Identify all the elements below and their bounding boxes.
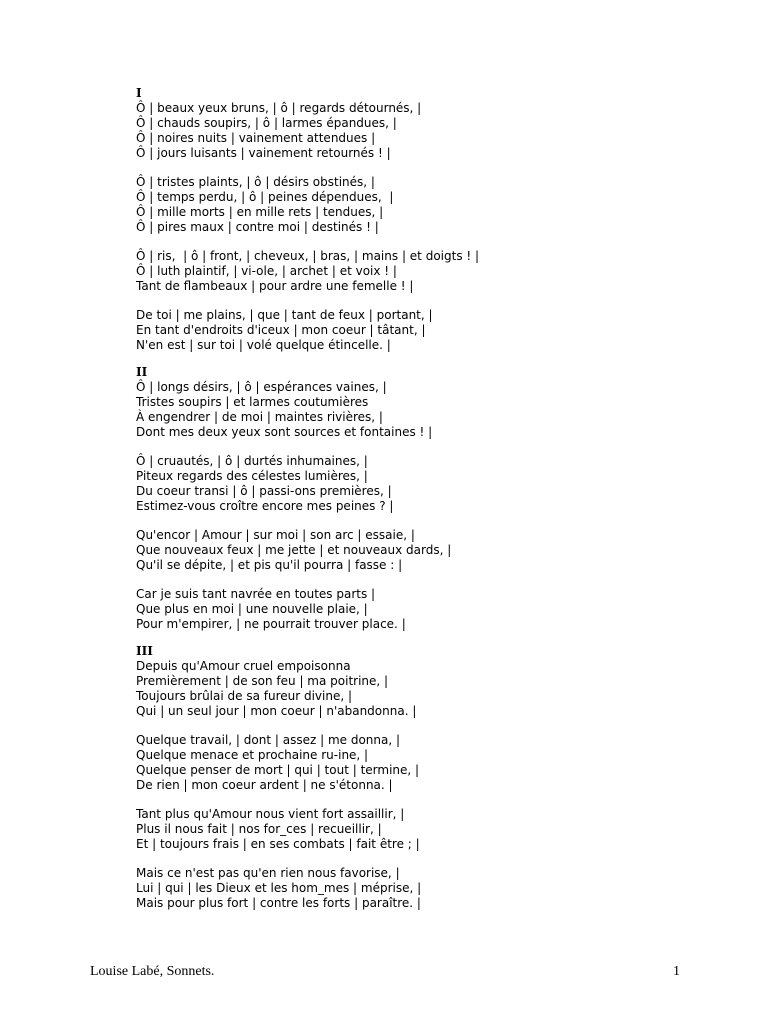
poem-body [136,86,696,923]
verse-line: Que nouveaux feux | me jette | et nouveaux dards, | [136,543,452,557]
verse-line: Ô | jours luisants | vainement retournés ! | [136,146,391,160]
verse-line: À engendrer | de moi | maintes rivières, | [136,410,383,424]
verse-line: Ô | chauds soupirs, | ô | larmes épandues, | [136,116,397,130]
verse-line: Quelque travail, | dont | assez | me donna, | [136,733,401,747]
verse-line: Mais ce n'est pas qu'en rien nous favorise, | [136,866,400,880]
stanza [136,587,696,632]
verse-line: Dont mes deux yeux sont sources et fontaines ! | [136,425,433,439]
verse-line: Que plus en moi | une nouvelle plaie, | [136,602,368,616]
verse-line: N'en est | sur toi | volé quelque étincelle. | [136,338,391,352]
verse-line: Ô | pires maux | contre moi | destinés ! | [136,220,379,234]
verse-line: Piteux regards des célestes lumières, | [136,469,368,483]
stanza [136,308,696,353]
verse-line: Ô | mille morts | en mille rets | tendues, | [136,205,384,219]
stanza [136,733,696,793]
verse-line: Ô | beaux yeux bruns, | ô | regards détournés, | [136,101,422,115]
verse-line: Ô | noires nuits | vainement attendues | [136,131,376,145]
verse-line: Toujours brûlai de sa fureur divine, | [136,689,353,703]
stanza [136,380,696,440]
verse-line: Qu'il se dépite, | et pis qu'il pourra | fasse : | [136,558,403,572]
stanza [136,175,696,235]
sonnet-section [136,644,696,911]
verse-line: Ô | temps perdu, | ô | peines dépendues, | [136,190,394,204]
verse-line: Tant plus qu'Amour nous vient fort assaillir, | [136,807,405,821]
verse-line: Quelque penser de mort | qui | tout | termine, | [136,763,420,777]
stanza [136,249,696,294]
verse-line: Estimez-vous croître encore mes peines ? | [136,499,394,513]
verse-line: Tristes soupirs | et larmes coutumières [136,395,369,409]
sonnet-numeral: II [136,365,148,379]
verse-line: Pour m'empirer, | ne pourrait trouver place. | [136,617,406,631]
stanza [136,807,696,852]
verse-line: Mais pour plus fort | contre les forts | paraître. | [136,896,421,910]
footer-source: Louise Labé, Sonnets. [90,964,215,979]
verse-line: Du coeur transi | ô | passi-ons premières, | [136,484,392,498]
page-number: 1 [673,964,680,979]
stanza [136,866,696,911]
sonnet-section [136,86,696,353]
sonnet-numeral: III [136,644,153,658]
sonnet-numeral: I [136,86,142,100]
sonnet-section [136,365,696,632]
verse-line: Tant de flambeaux | pour ardre une femelle ! | [136,279,414,293]
verse-line: Ô | tristes plaints, | ô | désirs obstinés, | [136,175,375,189]
verse-line: Quelque menace et prochaine ru-ine, | [136,748,369,762]
verse-line: Et | toujours frais | en ses combats | fait être ; | [136,837,420,851]
verse-line: Qu'encor | Amour | sur moi | son arc | essaie, | [136,528,415,542]
verse-line: Premièrement | de son feu | ma poitrine, | [136,674,389,688]
verse-line: Lui | qui | les Dieux et les hom_mes | méprise, | [136,881,422,895]
verse-line: Ô | longs désirs, | ô | espérances vaines, | [136,380,387,394]
verse-line: Ô | cruautés, | ô | durtés inhumaines, | [136,454,368,468]
verse-line: En tant d'endroits d'iceux | mon coeur | tâtant, | [136,323,426,337]
verse-line: Qui | un seul jour | mon coeur | n'abandonna. | [136,704,417,718]
verse-line: De toi | me plains, | que | tant de feux | portant, | [136,308,433,322]
verse-line: De rien | mon coeur ardent | ne s'étonna. | [136,778,393,792]
stanza [136,101,696,161]
verse-line: Ô | ris, | ô | front, | cheveux, | bras, | mains | et doigts ! | [136,249,480,263]
verse-line: Ô | luth plaintif, | vi-ole, | archet | et voix ! | [136,264,397,278]
verse-line: Plus il nous fait | nos for_ces | recueillir, | [136,822,382,836]
verse-line: Depuis qu'Amour cruel empoisonna [136,659,351,673]
stanza [136,659,696,719]
stanza [136,528,696,573]
verse-line: Car je suis tant navrée en toutes parts | [136,587,376,601]
stanza [136,454,696,514]
page-footer [90,962,680,982]
